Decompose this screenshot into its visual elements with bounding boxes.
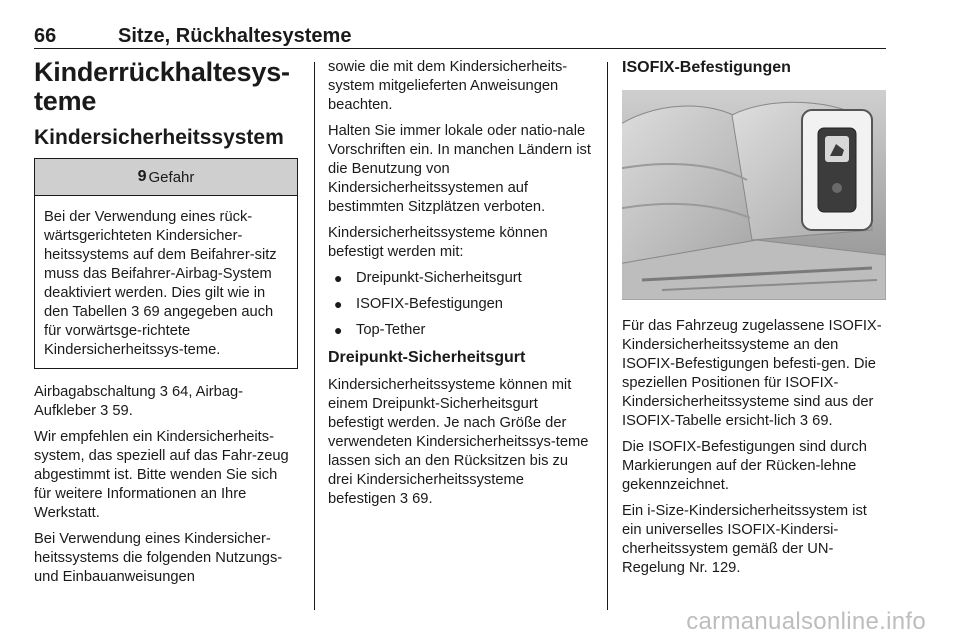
page-number: 66 bbox=[34, 25, 57, 47]
warning-icon: 9 bbox=[137, 168, 147, 185]
rear-seat-illustration bbox=[622, 90, 886, 300]
danger-title: Gefahr bbox=[148, 168, 195, 186]
page-header bbox=[34, 26, 886, 49]
danger-box-body bbox=[35, 196, 297, 368]
column-right bbox=[622, 58, 888, 585]
bullet-icon: ● bbox=[334, 322, 343, 338]
paragraph: Airbagabschaltung 3 64, Airbag-Aufkleber 3 59. bbox=[34, 384, 244, 419]
danger-box-header bbox=[35, 159, 297, 196]
chapter-title: Sitze, Rückhaltesysteme bbox=[118, 25, 352, 47]
attachment-list bbox=[328, 269, 592, 340]
paragraph: Kindersicherheitssysteme können befestigt werden mit: bbox=[328, 225, 548, 260]
paragraph: Für das Fahrzeug zugelassene ISOFIX-Kindersicherheitssysteme an den ISOFIX-Befestigungen befesti-gen. Die speziellen Positionen für ISOFIX-Kindersicherheitssysteme sind aus der ISOFIX-Tabelle ersicht-lich 3 69. bbox=[622, 318, 882, 429]
list-item: ● Dreipunkt-Sicherheitsgurt bbox=[334, 270, 522, 286]
danger-text: Bei der Verwendung eines rück-wärtsgerichteten Kindersicher-heitssystems auf dem Beifahrer-sitz muss das Beifahrer-Airbag-System deaktiviert werden. Dies gilt wie in den Tabellen 3 69 angegeben auch für vorwärtsge-richtete Kindersicherheitssys-teme. bbox=[44, 209, 277, 358]
paragraph: Die ISOFIX-Befestigungen sind durch Markierungen auf der Rücken-lehne gekennzeichnet. bbox=[622, 439, 867, 493]
column-divider bbox=[607, 62, 608, 610]
column-left bbox=[34, 58, 298, 594]
paragraph: sowie die mit dem Kindersicherheits-system mitgelieferten Anweisungen beachten. bbox=[328, 59, 568, 113]
subsection-title: Kindersicherheitssystem bbox=[34, 126, 284, 149]
isofix-seat-photo bbox=[622, 90, 886, 300]
list-item: ● ISOFIX-Befestigungen bbox=[334, 296, 503, 312]
watermark: carmanualsonline.info bbox=[686, 608, 926, 635]
subsection-title: Dreipunkt-Sicherheitsgurt bbox=[328, 349, 526, 366]
list-item: ● Top-Tether bbox=[334, 322, 426, 338]
paragraph: Kindersicherheitssysteme können mit einem Dreipunkt-Sicherheitsgurt befestigt werden. Je nach Größe der verwendeten Kindersicherheitssys-teme lassen sich an den Rücksitzen bis zu drei Kindersicherheitssysteme befestigen 3 69. bbox=[328, 377, 589, 507]
paragraph: Wir empfehlen ein Kindersicherheits-system, das speziell auf das Fahr-zeug abgestimmt ist. Bitte wenden Sie sich für weitere Informationen an Ihre Werkstatt. bbox=[34, 429, 289, 521]
paragraph: Halten Sie immer lokale oder natio-nale Vorschriften ein. In manchen Ländern ist die Benutzung von Kindersicherheitssystemen auf bestimmten Sitzplätzen verboten. bbox=[328, 123, 591, 215]
bullet-icon: ● bbox=[334, 296, 343, 312]
column-middle bbox=[328, 58, 592, 516]
danger-box bbox=[34, 158, 298, 369]
paragraph: Bei Verwendung eines Kindersicher-heitssystems die folgenden Nutzungs- und Einbauanweisungen bbox=[34, 531, 283, 585]
paragraph: Ein i-Size-Kindersicherheitssystem ist ein universelles ISOFIX-Kindersi-cherheitssystem gemäß der UN-Regelung Nr. 129. bbox=[622, 503, 867, 576]
bullet-icon: ● bbox=[334, 270, 343, 286]
column-divider bbox=[314, 62, 315, 610]
section-title: Kinderrückhaltesys- teme bbox=[34, 57, 290, 116]
subsection-title: ISOFIX-Befestigungen bbox=[622, 59, 791, 76]
